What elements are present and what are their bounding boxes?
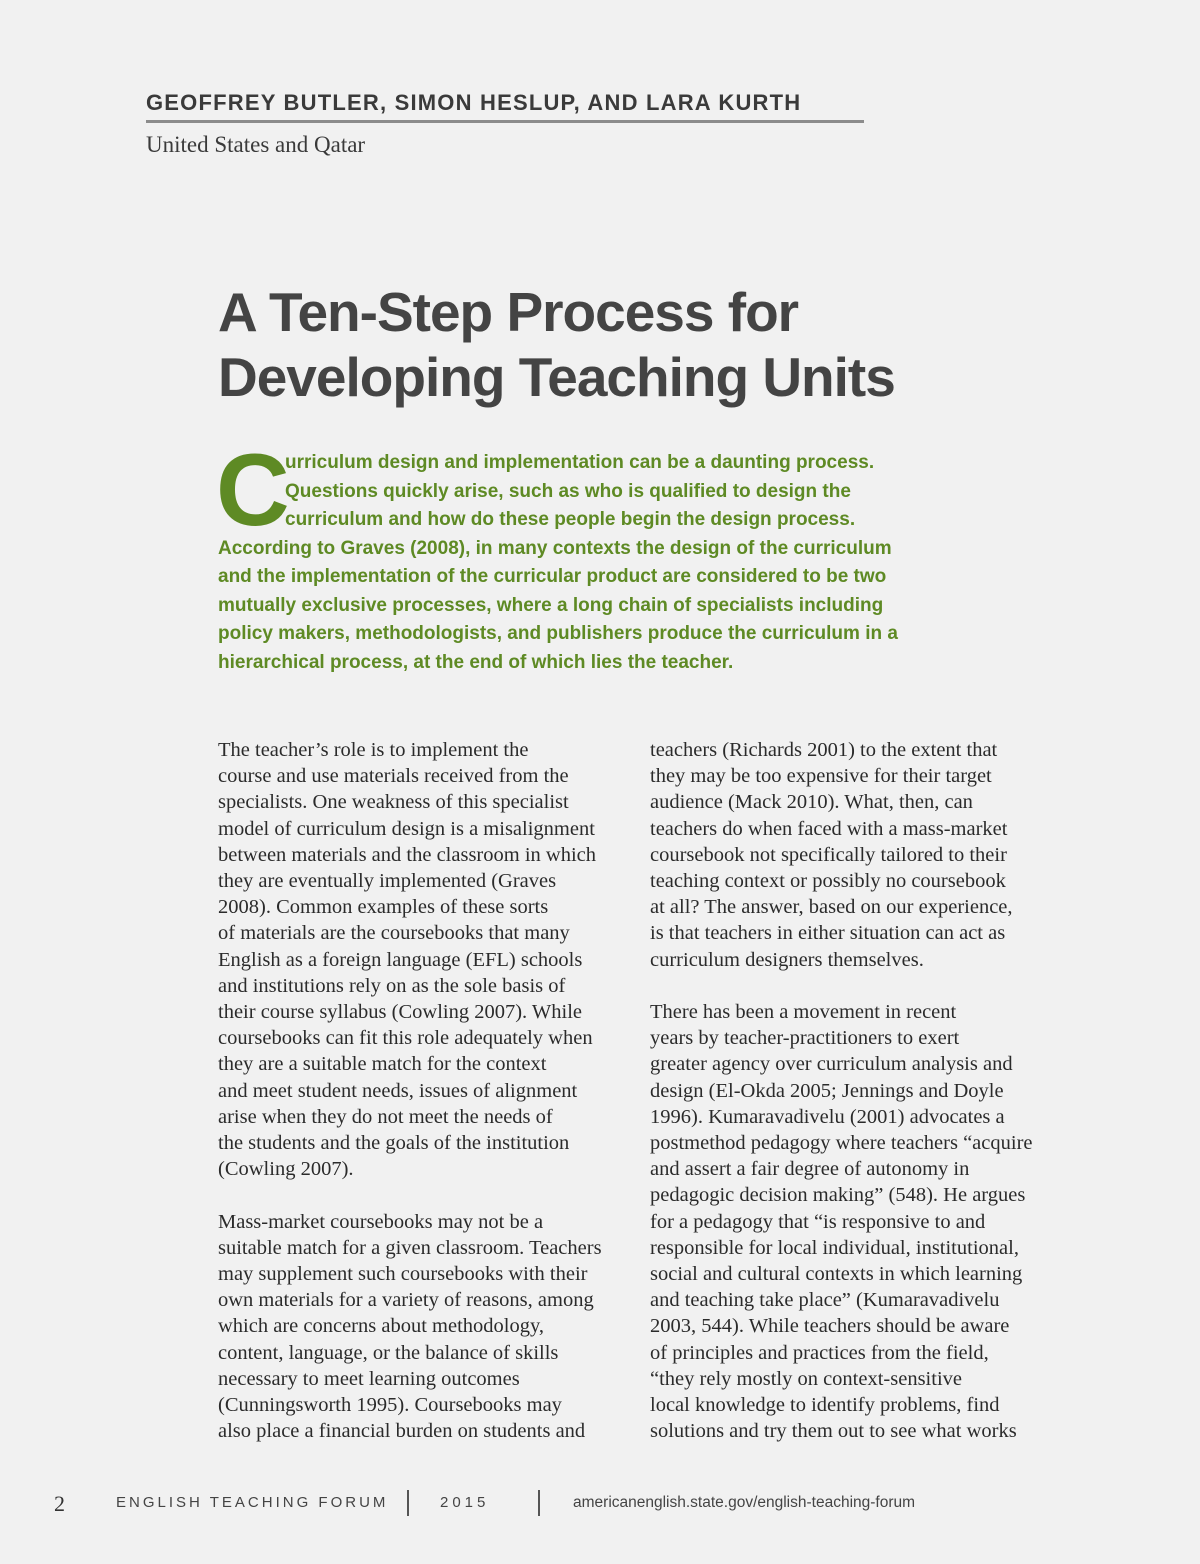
article-title xyxy=(218,280,1118,410)
body-line: they may be too expensive for their target xyxy=(650,765,992,788)
body-line: and institutions rely on as the sole basis of xyxy=(218,974,566,997)
body-paragraph xyxy=(650,999,1070,1444)
body-line: 2008). Common examples of these sorts xyxy=(218,896,549,919)
body-line: (Cunningsworth 1995). Coursebooks may xyxy=(218,1394,562,1417)
body-paragraph xyxy=(218,737,638,1182)
body-line: may supplement such coursebooks with their xyxy=(218,1263,588,1286)
body-line: which are concerns about methodology, xyxy=(218,1315,544,1338)
page-footer xyxy=(0,1488,1200,1522)
abstract-line: urriculum design and implementation can be a daunting process. xyxy=(285,452,875,473)
body-line: curriculum designers themselves. xyxy=(650,948,924,971)
body-line: the students and the goals of the institution xyxy=(218,1132,570,1155)
body-line: “they rely mostly on context-sensitive xyxy=(650,1367,962,1390)
body-paragraph xyxy=(218,1209,638,1445)
body-line: content, language, or the balance of skills xyxy=(218,1341,559,1364)
body-line: pedagogic decision making” (548). He argues xyxy=(650,1184,1026,1207)
body-line: they are a suitable match for the context xyxy=(218,1053,547,1076)
body-line: and meet student needs, issues of alignment xyxy=(218,1079,578,1102)
body-line: and assert a fair degree of autonomy in xyxy=(650,1158,970,1181)
body-line: postmethod pedagogy where teachers “acquire xyxy=(650,1132,1033,1155)
body-line: also place a financial burden on students and xyxy=(218,1420,586,1443)
body-line: audience (Mack 2010). What, then, can xyxy=(650,791,973,814)
body-line: own materials for a variety of reasons, among xyxy=(218,1289,594,1312)
body-line: specialists. One weakness of this specialist xyxy=(218,791,569,814)
body-line: English as a foreign language (EFL) schools xyxy=(218,948,583,971)
page-number: 2 xyxy=(54,1491,65,1516)
body-line: Mass-market coursebooks may not be a xyxy=(218,1210,544,1233)
body-line: suitable match for a given classroom. Teachers xyxy=(218,1236,602,1259)
body-line: at all? The answer, based on our experience, xyxy=(650,896,1013,919)
author-affiliation: United States and Qatar xyxy=(146,132,366,157)
journal-url: americanenglish.state.gov/english-teaching-forum xyxy=(573,1494,916,1511)
body-line: model of curriculum design is a misalignment xyxy=(218,817,595,840)
body-line: (Cowling 2007). xyxy=(218,1158,354,1181)
body-line: teaching context or possibly no coursebook xyxy=(650,870,1006,893)
body-line: course and use materials received from the xyxy=(218,765,569,788)
author-names: GEOFFREY BUTLER, SIMON HESLUP, AND LARA KURTH xyxy=(146,90,864,123)
title-line: A Ten-Step Process for xyxy=(218,281,799,343)
body-line: necessary to meet learning outcomes xyxy=(218,1367,520,1390)
body-line: The teacher’s role is to implement the xyxy=(218,739,529,761)
abstract-line: curriculum and how do these people begin the design process. xyxy=(285,509,856,530)
body-line: and teaching take place” (Kumaravadivelu xyxy=(650,1289,1000,1312)
body-line: coursebooks can fit this role adequately when xyxy=(218,1027,593,1050)
abstract-line: and the implementation of the curricular product are considered to be two xyxy=(218,566,887,587)
body-column-left xyxy=(218,737,638,1444)
body-line: solutions and try them out to see what works xyxy=(650,1420,1017,1443)
body-line: There has been a movement in recent xyxy=(650,1001,957,1024)
body-line: of materials are the coursebooks that many xyxy=(218,922,570,945)
body-line: is that teachers in either situation can act as xyxy=(650,922,1006,945)
body-line: arise when they do not meet the needs of xyxy=(218,1105,553,1128)
body-line: greater agency over curriculum analysis and xyxy=(650,1053,1013,1076)
publication-year: 2015 xyxy=(440,1494,490,1511)
body-line: they are eventually implemented (Graves xyxy=(218,870,557,893)
body-column-right xyxy=(650,737,1070,1444)
journal-name: ENGLISH TEACHING FORUM xyxy=(116,1494,389,1511)
body-line: their course syllabus (Cowling 2007). While xyxy=(218,1001,583,1024)
footer-divider xyxy=(407,1490,409,1516)
body-line: responsible for local individual, institutional, xyxy=(650,1236,1019,1259)
body-line: 2003, 544). While teachers should be aware xyxy=(650,1315,1010,1338)
drop-cap-letter: C xyxy=(216,433,290,547)
abstract-line: mutually exclusive processes, where a long chain of specialists including xyxy=(218,594,884,616)
body-line: years by teacher-practitioners to exert xyxy=(650,1027,960,1050)
body-line: local knowledge to identify problems, find xyxy=(650,1394,1000,1417)
title-line: Developing Teaching Units xyxy=(218,346,895,408)
body-paragraph xyxy=(650,737,1070,973)
abstract-line: hierarchical process, at the end of which lies the teacher. xyxy=(218,651,734,673)
body-line: teachers (Richards 2001) to the extent that xyxy=(650,739,998,761)
body-line: of principles and practices from the field, xyxy=(650,1341,989,1364)
abstract-intro xyxy=(218,449,1058,677)
footer-divider xyxy=(538,1490,540,1516)
body-line: design (El-Okda 2005; Jennings and Doyle xyxy=(650,1079,1004,1102)
body-line: for a pedagogy that “is responsive to and xyxy=(650,1210,986,1233)
body-line: 1996). Kumaravadivelu (2001) advocates a xyxy=(650,1105,1005,1128)
body-line: teachers do when faced with a mass-market xyxy=(650,817,1008,840)
abstract-line: policy makers, methodologists, and publishers produce the curriculum in a xyxy=(218,623,898,644)
abstract-line: According to Graves (2008), in many contexts the design of the curriculum xyxy=(218,537,892,559)
body-line: coursebook not specifically tailored to their xyxy=(650,843,1007,866)
body-line: social and cultural contexts in which learning xyxy=(650,1263,1023,1286)
body-line: between materials and the classroom in which xyxy=(218,843,596,866)
abstract-line: Questions quickly arise, such as who is qualified to design the xyxy=(285,480,851,502)
